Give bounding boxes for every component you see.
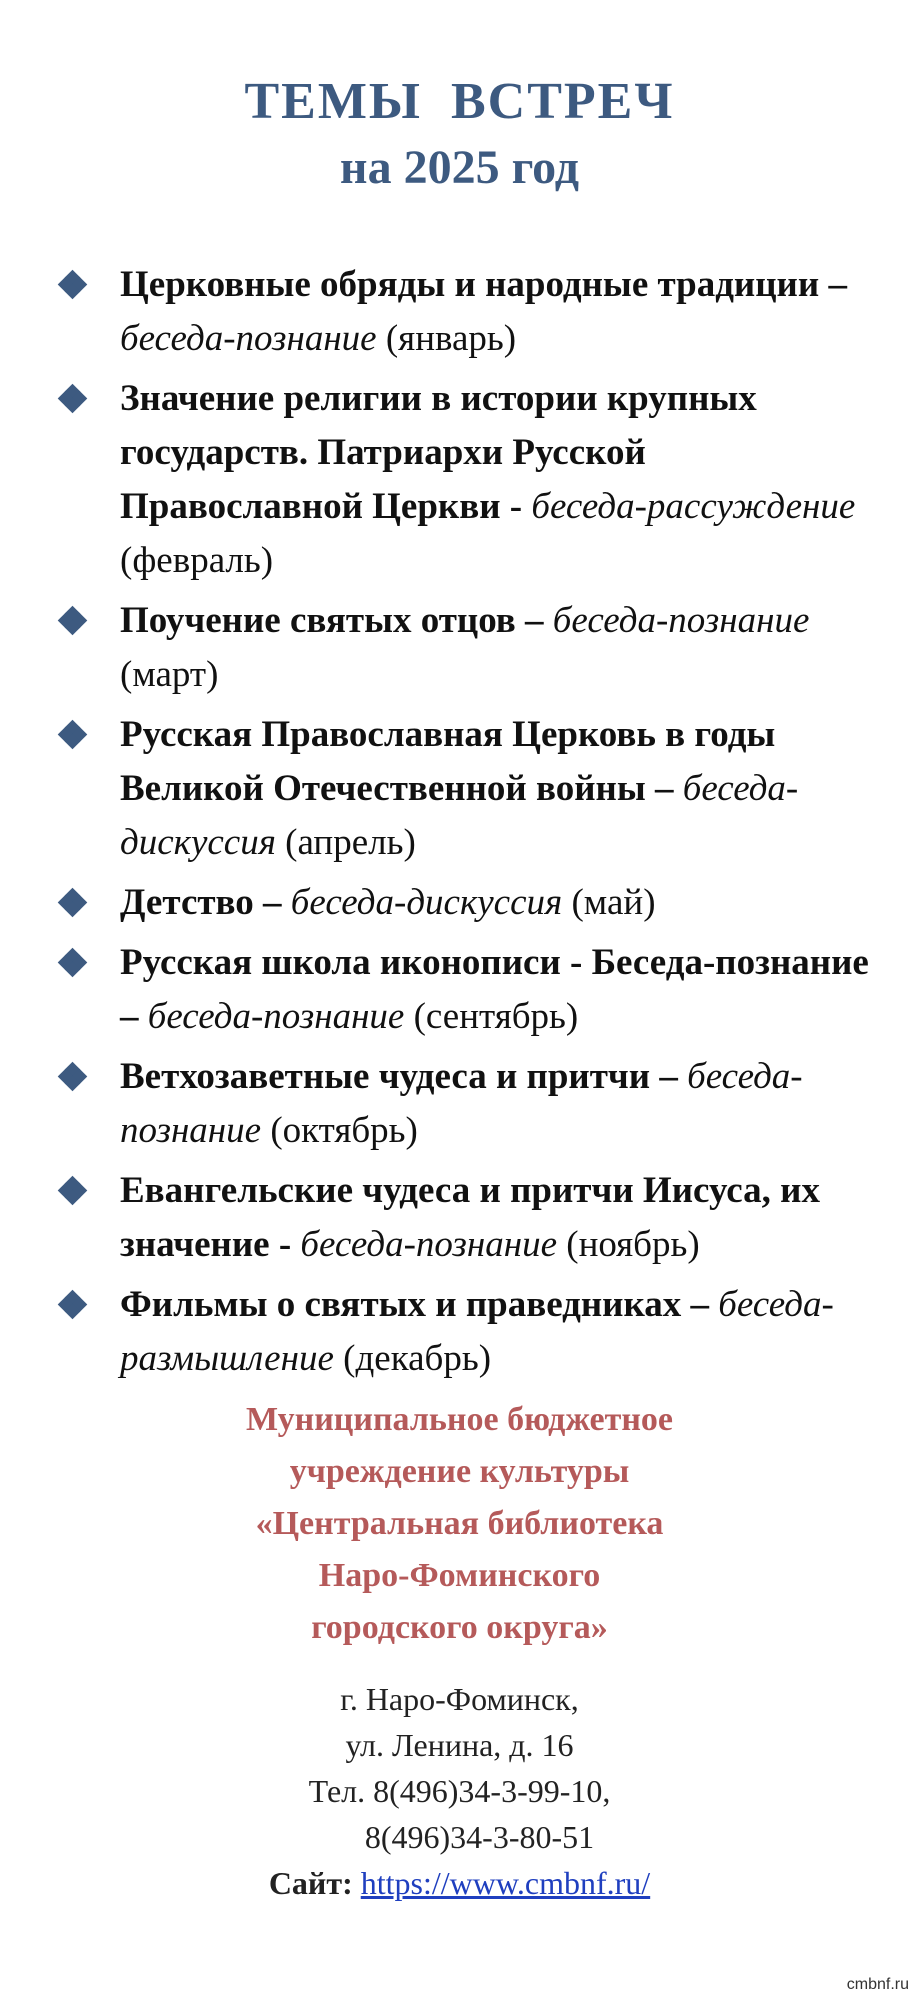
website-link[interactable]: https://www.cmbnf.ru/ (360, 1865, 651, 1901)
diamond-bullet-icon (60, 950, 86, 976)
contacts-block (0, 1676, 919, 1906)
page-subtitle: на 2025 год (339, 141, 580, 194)
topic-format: беседа-дискуссия (120, 768, 799, 863)
topic-title: Евангельские чудеса и притчи Иисуса, их значение (120, 1170, 821, 1265)
diamond-bullet-icon (60, 890, 86, 916)
address-street: ул. Ленина, д. 16 (345, 1727, 574, 1763)
topic-separator: – (120, 996, 148, 1037)
topic-month: (сентябрь) (404, 996, 579, 1037)
topic-separator: – (253, 882, 291, 923)
topic-title: Ветхозаветные чудеса и притчи (120, 1056, 651, 1097)
list-item (60, 1050, 895, 1158)
topic-format: беседа-познание (147, 996, 405, 1037)
topic-month: (апрель) (275, 822, 416, 863)
topic-month: (октябрь) (261, 1110, 418, 1151)
phone-secondary: 8(496)34-3-80-51 (364, 1819, 595, 1855)
topic-separator: - (269, 1224, 301, 1265)
topic-format: беседа-познание (120, 1056, 803, 1151)
organization-line: Наро-Фоминского (318, 1557, 601, 1594)
topic-separator: – (819, 264, 847, 305)
topic-separator: – (681, 1284, 719, 1325)
diamond-bullet-icon (60, 1178, 86, 1204)
topic-month: (март) (120, 654, 219, 695)
list-item (60, 258, 895, 366)
topic-separator: – (645, 768, 683, 809)
topic-month: (май) (562, 882, 656, 923)
address-city: г. Наро-Фоминск, (340, 1681, 579, 1717)
watermark: cmbnf.ru (846, 1976, 909, 1993)
phone-primary: Тел. 8(496)34-3-99-10, (308, 1773, 611, 1809)
topic-format: беседа-рассуждение (531, 486, 856, 527)
topic-month: (январь) (376, 318, 517, 359)
topic-format: беседа-познание (120, 318, 377, 359)
list-item (60, 372, 895, 588)
topic-title: Церковные обряды и народные традиции (120, 264, 820, 305)
website-label: Сайт: (268, 1865, 353, 1901)
diamond-bullet-icon (60, 608, 86, 634)
topic-month: (февраль) (120, 540, 274, 581)
organization-line: «Центральная библиотека (255, 1505, 664, 1542)
website-line (0, 1860, 919, 1906)
diamond-bullet-icon (60, 1064, 86, 1090)
diamond-bullet-icon (60, 722, 86, 748)
diamond-bullet-icon (60, 1292, 86, 1318)
topic-format: беседа-познание (300, 1224, 557, 1265)
diamond-bullet-icon (60, 272, 86, 298)
topic-title: Детство (120, 882, 254, 923)
topic-month: (ноябрь) (557, 1224, 700, 1265)
topic-title: Поучение святых отцов (120, 600, 516, 641)
organization-name (0, 1394, 919, 1654)
topic-separator: – (650, 1056, 688, 1097)
topic-month: (декабрь) (333, 1338, 492, 1379)
list-item (60, 708, 895, 870)
topic-separator: – (515, 600, 553, 641)
organization-line: учреждение культуры (289, 1453, 630, 1490)
diamond-bullet-icon (60, 386, 86, 412)
topic-format: беседа-познание (552, 600, 810, 641)
list-item (60, 594, 895, 702)
page-title: ТЕМЫ ВСТРЕЧ (244, 73, 675, 130)
organization-line: Муниципальное бюджетное (245, 1401, 674, 1438)
list-item (60, 876, 895, 930)
topic-title: Русская школа иконописи - Беседа-познание (120, 942, 869, 983)
topic-title: Фильмы о святых и праведниках (120, 1284, 682, 1325)
list-item (60, 1278, 895, 1386)
list-item (60, 1164, 895, 1272)
topics-list (60, 258, 895, 1392)
topic-title: Значение религии в истории крупных государств. Патриархи Русской Православной Церкви (120, 378, 757, 527)
topic-title: Русская Православная Церковь в годы Великой Отечественной войны (120, 714, 776, 809)
organization-line: городского округа» (311, 1609, 608, 1646)
topic-separator: - (500, 486, 532, 527)
topic-format: беседа-дискуссия (290, 882, 563, 923)
list-item (60, 936, 895, 1044)
topic-format: беседа-размышление (120, 1284, 834, 1379)
